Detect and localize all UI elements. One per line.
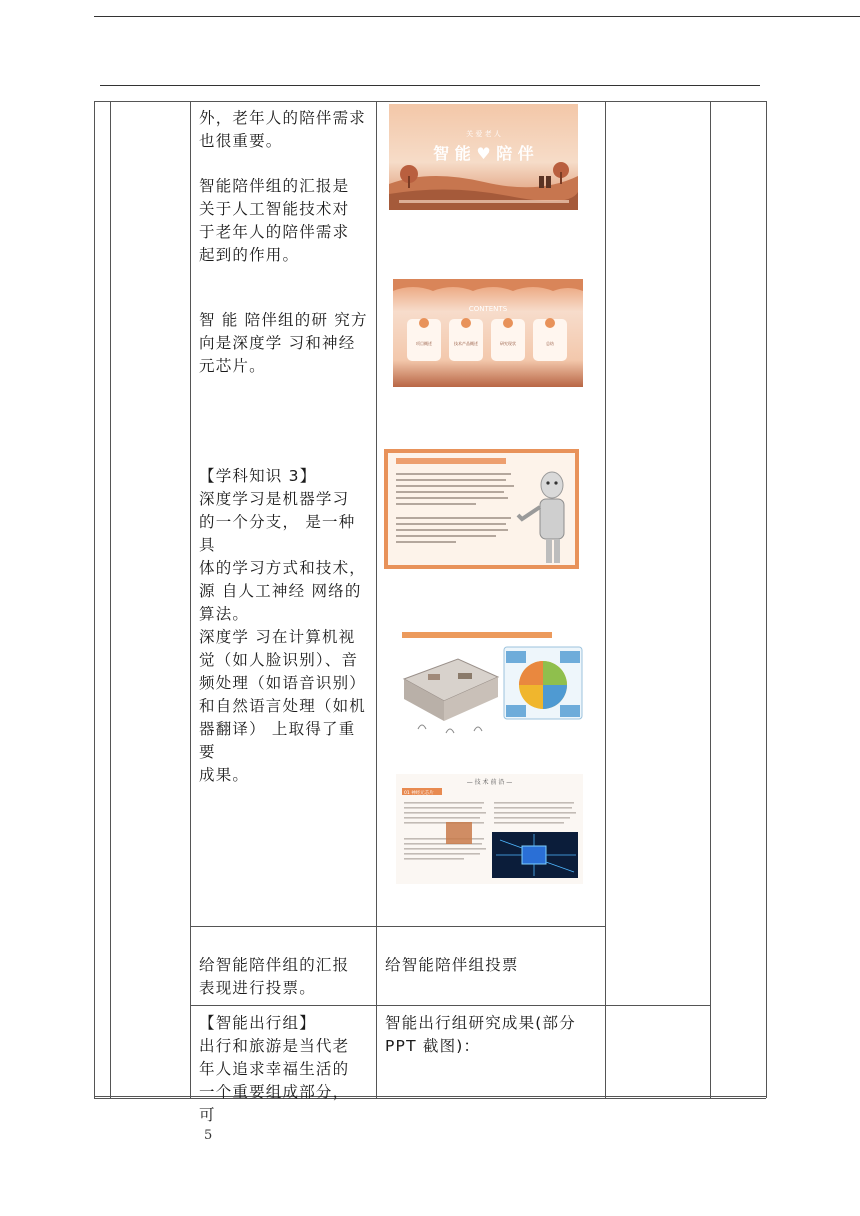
slide2-title: CONTENTS	[468, 305, 508, 313]
col-divider-3	[376, 101, 377, 1098]
table-bottom-border-2	[94, 1098, 766, 1099]
slide1-title: 智 能 ♥ 陪 伴	[433, 144, 534, 163]
ppt-slide-robot	[384, 449, 579, 569]
slide2-card-2: 技术产品概述	[454, 341, 478, 346]
row-divider-travel	[190, 1005, 710, 1006]
table-bottom-border	[94, 1096, 766, 1097]
travel-results-text: 智能出行组研究成果(部分 PPT 截图)：	[385, 1014, 576, 1055]
slide2-card-3: 研究现状	[500, 341, 516, 346]
slide-robot-graphic	[384, 449, 579, 569]
ppt-slide-floorplan	[398, 629, 585, 747]
subject-knowledge-3: 【学科知识 3】 深度学习是机器学习 的一个分支， 是一种具 体的学习方式和技术， 源 自人工神经 网络的 算法。 深度学 习在计算机视 觉（如人脸识别）、音 频处理（如语音识别） 和自然语言处理（如机 器翻译） 上取得了重要 成果。	[199, 467, 367, 784]
vote-activity-text: 给智能陪伴组的汇报 表现进行投票。	[199, 956, 350, 997]
slide5-header: — 技 术 前 沿 —	[466, 779, 513, 786]
travel-group-text: 【智能出行组】 出行和旅游是当代老 年人追求幸福生活的 一个重要组成部分， 可	[199, 1014, 350, 1124]
activity-para-1: 外，老年人的陪伴需求 也很重要。	[199, 109, 367, 150]
slide-floorplan-graphic	[398, 629, 585, 747]
col-divider-1	[110, 101, 111, 1098]
activity-para-3: 智 能 陪伴组的研 究方 向是深度学 习和神经 元芯片。	[199, 311, 368, 375]
table-left-border	[94, 101, 95, 1098]
ppt-slide-contents	[393, 279, 583, 387]
table-right-border	[766, 101, 767, 1098]
row-divider-vote	[190, 926, 605, 927]
slide2-card-1: 项目概述	[416, 341, 432, 346]
col-divider-4	[605, 101, 606, 1098]
col-divider-5	[710, 101, 711, 1098]
ppt-slide-title	[389, 104, 578, 210]
vote-student-text: 给智能陪伴组投票	[385, 956, 519, 974]
slide-contents-graphic	[393, 279, 583, 387]
col-divider-2	[190, 101, 191, 1098]
slide-title-graphic	[389, 104, 578, 210]
page-number: 5	[204, 1128, 213, 1143]
ppt-slide-chip	[396, 774, 583, 884]
activity-para-2: 智能陪伴组的汇报是 关于人工智能技术对 于老年人的陪伴需求 起到的作用。	[199, 177, 350, 264]
header-rule-bottom	[100, 85, 760, 86]
slide-chip-graphic	[396, 774, 583, 884]
slide1-small-title: 关 爱 老 人	[466, 130, 501, 138]
header-rule-top	[94, 16, 860, 17]
slide5-subtitle: 01 神经元芯片	[404, 791, 434, 796]
table-top-border	[94, 101, 766, 102]
slide2-card-4: 总结	[546, 341, 554, 346]
